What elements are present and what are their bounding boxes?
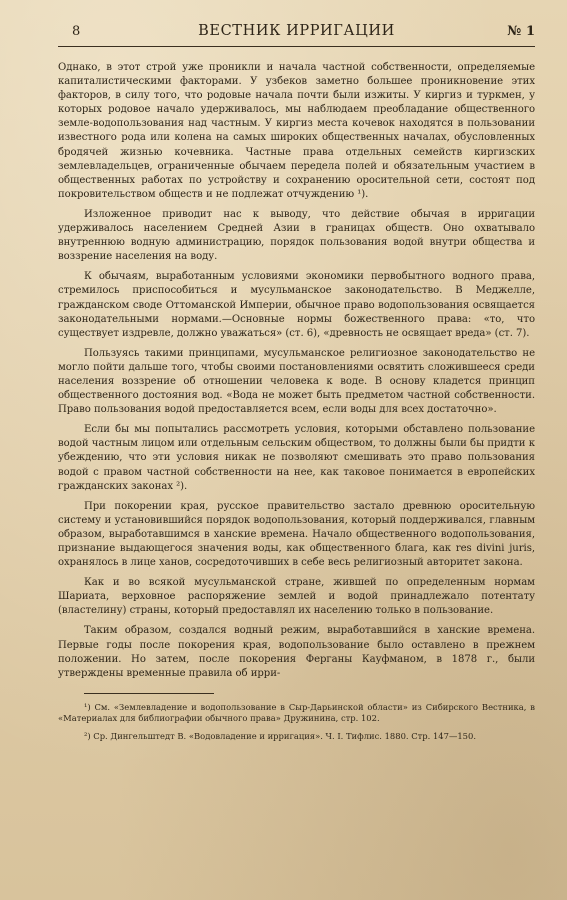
issue-number: № 1 [507,24,535,39]
paragraph-6: При покорении края, русское правительство застало древнюю оросительную систему и установившийся порядок водопользования, который поддерживался, главным образом, выработавшимся в ханские времена. Начало общественного водопользования, признание выдающегося значения воды, как общественного блага, как res divini juris, охранялось в лице ханов, сосредоточивших в себе весь религиозный авторитет закона. [58,500,535,569]
paragraph-3: К обычаям, выработанным условиями экономики первобытного водного права, стремилось приспособиться и мусульманское законодательство. В Меджелле, гражданском своде Оттоманской Империи, обычное право водопользования освящается законодательными нормами.—Основные нормы божественного права: «то, что существует издревле, должно уважаться» (ст. 6), «древность не освящает вреда» (ст. 7). [58,271,535,339]
paragraph-5: Если бы мы попытались рассмотреть условия, которыми обставлено пользование водой частным лицом или отдельным сельским обществом, то должны были бы придти к убеждению, что эти условия никак не позволяют смешивать это право пользования водой с правом частной собственности на нее, как таковое понимается в европейских гражданских законах ²). [58,424,535,492]
paragraph-2: Изложенное приводит нас к выводу, что действие обычая в ирригации удерживалось населением Средней Азии в границах обществ. Оно охватывало внутреннюю водную администрацию, порядок пользования водой внутри общества и воззрение населения на воду. [58,208,535,263]
paragraph-1: Однако, в этот строй уже проникли и начала частной собственности, определяемые капиталистическими факторами. У узбеков заметно большее проникновение этих факторов, в силу того, что родовые начала почти были изжиты. У киргиз и туркмен, у которых родовое начало удерживалось, мы наблюдаем преобладание общественного земле-водопользования над частным. У киргиз места кочевок находятся в пользовании известного рода или колена на самых широких общественных началах, обусловленных бродячей жизнью кочевника. Частные права отдельных семейств киргизских землевладельцев, ограниченные обычаем передела полей и обязательным участием в общественных работах по устройству и сохранению оросительной сети, состоят под покровительством обществ и не подлежат отчуждению ¹). [58,62,535,200]
paragraph-7: Как и во всякой мусульманской стране, жившей по определенным нормам Шариата, верховное распоряжение землей и водой принадлежало потентату (властелину) страны, который предоставлял их населению только в пользование. [58,577,535,617]
journal-title: ВЕСТНИК ИРРИГАЦИИ [198,23,395,39]
paragraph-8: Таким образом, создался водный режим, выработавшийся в ханские времена. Первые годы после покорения края, водопользование было оставлено в прежнем положении. Но затем, после покорения Ферганы Кауфманом, в 1878 г., были утверждены временные правила об ирри- [58,625,535,679]
running-header [58,22,535,47]
article-body [58,61,535,681]
page-number: 8 [72,24,81,39]
footnote-divider [84,693,214,694]
footnote-2: ²) Ср. Дингельштедт В. «Водовладение и ирригация». Ч. I. Тифлис. 1880. Стр. 147—150. [84,730,476,741]
footnotes [58,702,535,742]
paragraph-4: Пользуясь такими принципами, мусульманское религиозное законодательство не могло пойти дальше того, чтобы своими постановлениями освятить сложившееся среди населения воззрение об отношении человека к воде. В основу кладется принцип общественного достояния вод. «Вода не может быть предметом частной собственности. Право пользования водой предоставляется всем, если воды для всех достаточно». [58,347,535,416]
footnote-1: ¹) См. «Землевладение и водопользование в Сыр-Дарьинской области» из Сибирского Вестника, в «Материалах для библиографии обычного права» Дружинина, стр. 102. [58,701,535,724]
